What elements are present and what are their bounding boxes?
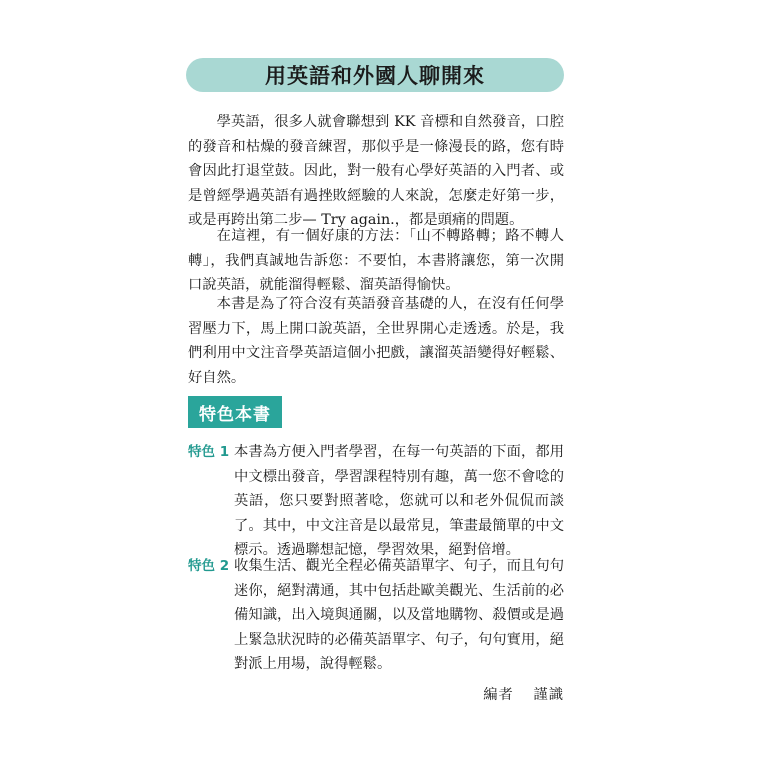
section-heading-tag [188,396,282,428]
paragraph-text: 本書是為了符合沒有英語發音基礎的人，在沒有任何學習壓力下，馬上開口說英語，全世界開心走透透。於是，我們利用中文注音學英語這個小把戲，讓溜英語變得好輕鬆、好自然。 [188,296,564,386]
feature-text: 本書為方便入門者學習，在每一句英語的下面，都用中文標出發音，學習課程特別有趣，萬一您不會唸的英語，您只要對照著唸，您就可以和老外侃侃而談了。其中，中文注音是以最常見，筆畫最簡單的中文標示。透過聯想記憶，學習效果，絕對倍增。 [234,444,564,558]
intro-paragraph-3 [188,292,564,390]
intro-paragraph-1 [188,110,564,233]
feature-text: 收集生活、觀光全程必備英語單字、句子，而且句句迷你，絕對溝通，其中包括赴歐美觀光、生活前的必備知識，出入境與通關，以及當地購物、殺價或是過上緊急狀況時的必備英語單字、句子，句句實用，絕對派上用場，說得輕鬆。 [234,558,564,672]
page-title: 用英語和外國人聊開來 [265,64,485,88]
feature-item-2 [188,554,564,677]
feature-label: 特色 1 [188,444,230,460]
intro-paragraph-2 [188,224,564,298]
feature-item-1 [188,440,564,563]
paragraph-text: 學英語，很多人就會聯想到 KK 音標和自然發音，口腔的發音和枯燥的發音練習，那似乎是一條漫長的路，您有時會因此打退堂鼓。因此，對一般有心學好英語的入門者、或是曾經學過英語有過挫敗經驗的人來說，怎麼走好第一步，或是再跨出第二步— Try again.，都是頭痛的問題。 [188,114,564,228]
title-banner [186,58,564,92]
author-signature: 編者 謹識 [483,687,564,703]
feature-label: 特色 2 [188,558,230,574]
section-heading: 特色本書 [199,404,271,425]
paragraph-text: 在這裡，有一個好康的方法：「山不轉路轉；路不轉人轉」，我們真誠地告訴您：不要怕，本書將讓您，第一次開口說英語，就能溜得輕鬆、溜英語得愉快。 [188,228,564,293]
